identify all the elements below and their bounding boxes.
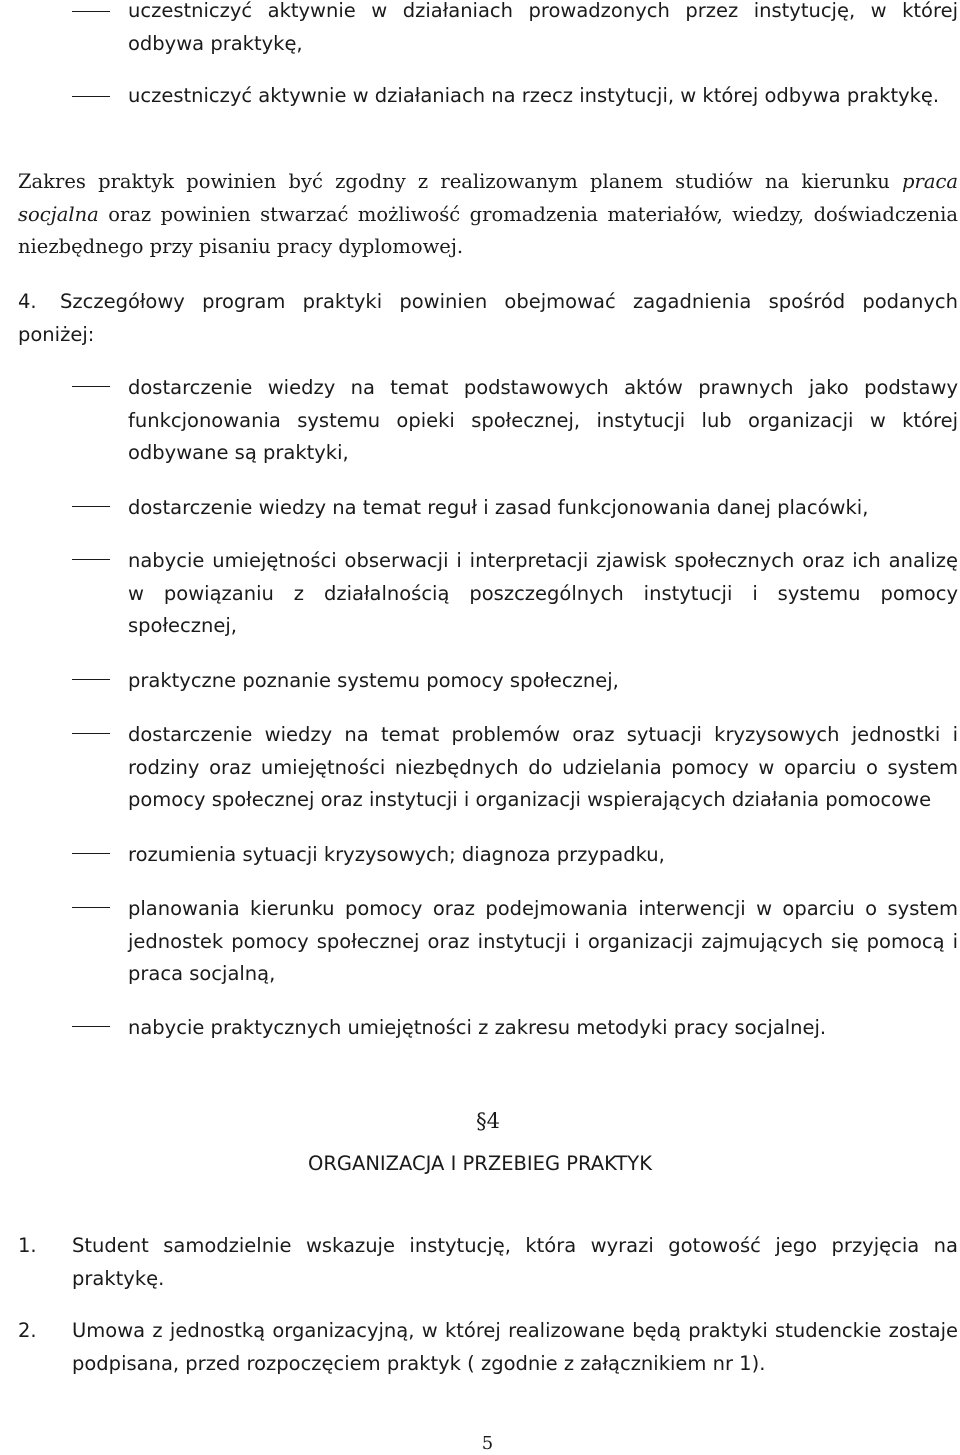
dash-marker	[72, 1026, 110, 1027]
scope-italic: praca socjalna	[18, 170, 958, 226]
org-point-number: 1.	[18, 1234, 37, 1257]
scope-text-2: oraz powinien stwarzać możliwość gromadzenia materiałów, wiedzy, doświadczenia niezbędnego przy pisaniu pracy dyplomowej.	[18, 202, 958, 258]
org-point-text: Student samodzielnie wskazuje instytucję, która wyrazi gotowość jego przyjęcia na praktykę.	[72, 1234, 958, 1290]
bullet-text: uczestniczyć aktywnie w działaniach prowadzonych przez instytucję, w której odbywa praktykę,	[128, 0, 958, 55]
org-point-number: 2.	[18, 1319, 37, 1342]
bullet-text: dostarczenie wiedzy na temat podstawowych aktów prawnych jako podstawy funkcjonowania systemu opieki społecznej, instytucji lub organizacji w której odbywane są praktyki,	[128, 376, 958, 464]
section-title: ORGANIZACJA I PRZEBIEG PRAKTYK	[307, 1152, 653, 1175]
bullet-text: rozumienia sytuacji kryzysowych; diagnoza przypadku,	[128, 843, 665, 866]
bullet-text: dostarczenie wiedzy na temat problemów oraz sytuacji kryzysowych jednostki i rodziny oraz umiejętności niezbędnych do udzielania pomocy w oparciu o system pomocy społecznej oraz instytucji i organizacji wspierających działania pomocowe	[128, 723, 958, 811]
dash-marker	[72, 733, 110, 734]
bullet-text: praktyczne poznanie systemu pomocy społecznej,	[128, 669, 619, 692]
dash-marker	[72, 853, 110, 854]
dash-marker	[72, 907, 110, 908]
point-4-number: 4.	[18, 290, 37, 313]
dash-marker	[72, 559, 110, 560]
section-number: §4	[476, 1109, 500, 1133]
bullet-text: planowania kierunku pomocy oraz podejmowania interwencji w oparciu o system jednostek pomocy społecznej oraz instytucji i organizacji zajmujących się pomocą i praca socjalną,	[128, 897, 958, 985]
dash-marker	[72, 386, 110, 387]
dash-marker	[72, 679, 110, 680]
bullet-text: nabycie umiejętności obserwacji i interpretacji zjawisk społecznych oraz ich analizę w powiązaniu z działalnością poszczególnych instytucji i systemu pomocy społecznej,	[128, 549, 958, 637]
dash-marker	[72, 11, 110, 12]
bullet-text: nabycie praktycznych umiejętności z zakresu metodyki pracy socjalnej.	[128, 1016, 827, 1039]
page-number: 5	[481, 1433, 494, 1454]
scope-text-1: Zakres praktyk powinien być zgodny z realizowanym planem studiów na kierunku	[18, 170, 903, 193]
bullet-text: dostarczenie wiedzy na temat reguł i zasad funkcjonowania danej placówki,	[128, 496, 869, 519]
point-4-text: Szczegółowy program praktyki powinien obejmować zagadnienia spośród podanych poniżej:	[18, 290, 958, 346]
dash-marker	[72, 506, 110, 507]
scope-paragraph	[18, 166, 958, 264]
org-point-text: Umowa z jednostką organizacyjną, w której realizowane będą praktyki studenckie zostaje podpisana, przed rozpoczęciem praktyk ( zgodnie z załącznikiem nr 1).	[72, 1319, 958, 1375]
bullet-text: uczestniczyć aktywnie w działaniach na rzecz instytucji, w której odbywa praktykę.	[128, 84, 940, 107]
dash-marker	[72, 96, 110, 97]
